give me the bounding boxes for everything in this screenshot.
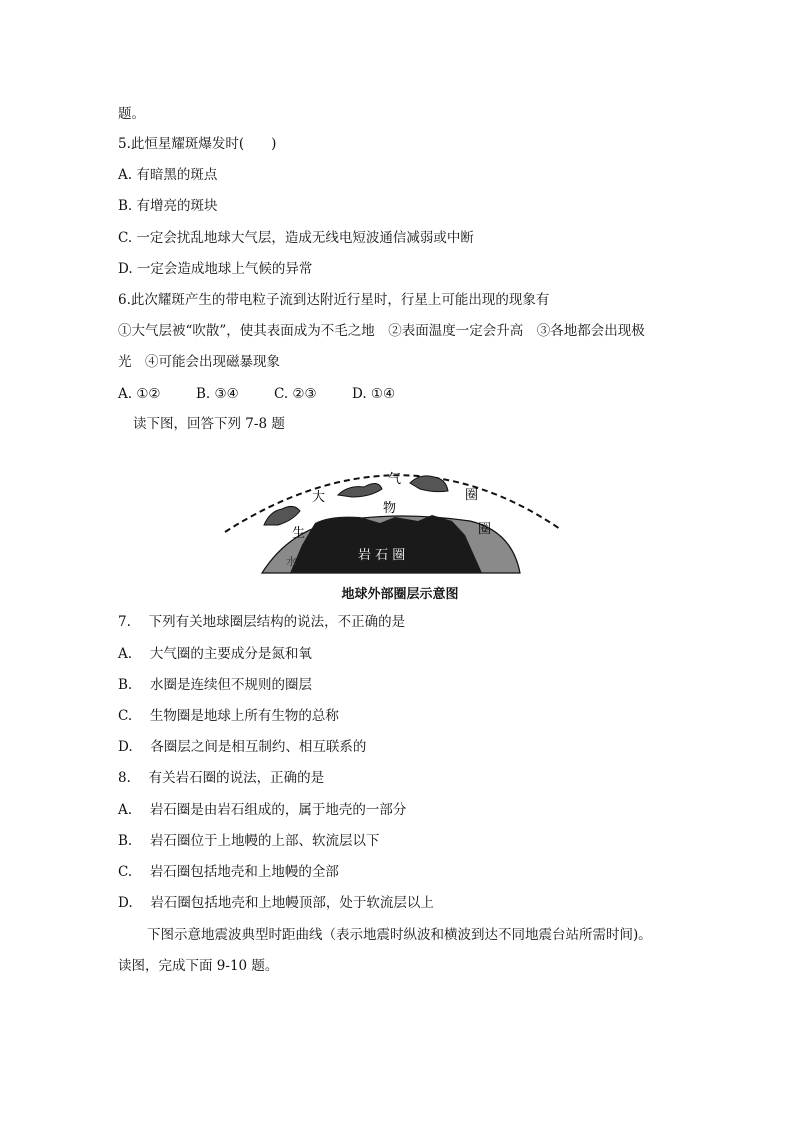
- text-line: 题。: [118, 106, 145, 122]
- option-6d: D. ①④: [352, 386, 396, 402]
- question-6-statements-2: 光 ④可能会出现磁暴现象: [118, 354, 280, 370]
- question-5: 5.此恒星耀斑爆发时( ): [118, 136, 277, 152]
- option-8b: B. 岩石圈位于上地幔的上部、软流层以下: [118, 833, 380, 849]
- option-6b: B. ③④: [196, 386, 239, 402]
- option-5b: B. 有增亮的斑块: [118, 198, 218, 214]
- question-8: 8. 有关岩石圈的说法，正确的是: [118, 770, 325, 786]
- option-6c: C. ②③: [274, 386, 317, 402]
- intro-9-10-line-2: 读图，完成下面 9-10 题。: [118, 958, 279, 974]
- option-5a: A. 有暗黑的斑点: [118, 167, 218, 183]
- earth-spheres-figure: [220, 465, 580, 605]
- label-wu: 物: [383, 501, 397, 516]
- label-lithosphere: 岩 石 圈: [358, 548, 406, 563]
- option-7a: A. 大气圈的主要成分是氮和氧: [118, 646, 312, 662]
- figure-caption: 地球外部圈层示意图: [341, 587, 459, 602]
- cloud-middle: [338, 483, 382, 497]
- cloud-right: [410, 476, 448, 492]
- intro-7-8: 读下图，回答下列 7-8 题: [133, 416, 285, 432]
- question-6-statements-1: ①大气层被“吹散”，使其表面成为不毛之地 ②表面温度一定会升高 ③各地都会出现极: [118, 323, 645, 339]
- option-5c: C. 一定会扰乱地球大气层，造成无线电短波通信减弱或中断: [118, 230, 474, 246]
- option-7d: D. 各圈层之间是相互制约、相互联系的: [118, 739, 367, 755]
- label-da: 大: [312, 490, 326, 505]
- options-6: [118, 384, 395, 404]
- option-8d: D. 岩石圈包括地壳和上地幔顶部，处于软流层以上: [118, 895, 434, 911]
- label-shui: 水: [286, 555, 297, 568]
- lithosphere-mass: [290, 515, 482, 573]
- label-qi: 气: [388, 472, 402, 487]
- intro-9-10-line-1: 下图示意地震波典型时距曲线（表示地震时纵波和横波到达不同地震台站所需时间)。: [147, 927, 652, 943]
- option-6a: A. ①②: [118, 386, 161, 402]
- label-quan-2: 圈: [478, 522, 492, 537]
- option-5d: D. 一定会造成地球上气候的异常: [118, 261, 313, 277]
- question-7: 7. 下列有关地球圈层结构的说法，不正确的是: [118, 614, 406, 630]
- cloud-left: [264, 506, 300, 525]
- question-6: 6.此次耀斑产生的带电粒子流到达附近行星时，行星上可能出现的现象有: [118, 292, 550, 308]
- option-7c: C. 生物圈是地球上所有生物的总称: [118, 708, 339, 724]
- label-sheng: 生: [292, 526, 306, 541]
- option-7b: B. 水圈是连续但不规则的圈层: [118, 677, 313, 693]
- option-8a: A. 岩石圈是由岩石组成的，属于地壳的一部分: [118, 802, 407, 818]
- earth-spheres-diagram: [220, 465, 580, 580]
- label-quan-1: 圈: [465, 488, 479, 503]
- option-8c: C. 岩石圈包括地壳和上地幔的全部: [118, 864, 339, 880]
